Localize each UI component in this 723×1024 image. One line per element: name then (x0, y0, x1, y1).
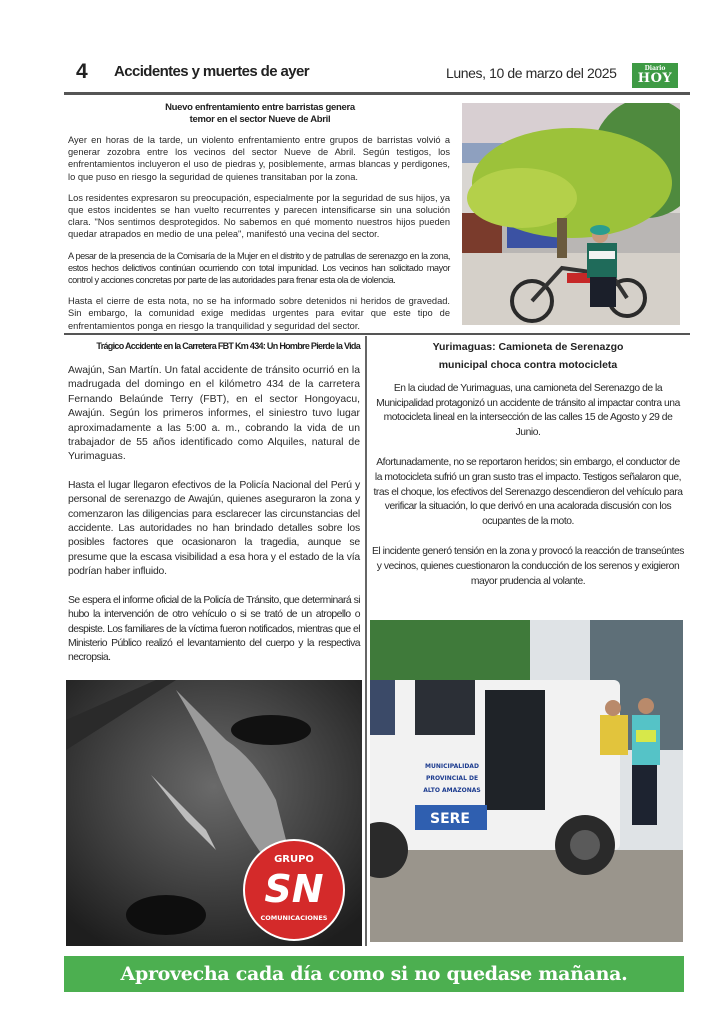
article3-paragraph: El incidente generó tensión en la zona y provocó la reacción de transeúntes y vecinos, quienes cuestionaron la conducción de los serenos y exigieron mayor prudencia al volante. (372, 546, 684, 587)
svg-text:SERE: SERE (430, 811, 470, 827)
svg-text:COMUNICACIONES: COMUNICACIONES (260, 914, 328, 922)
issue-date: Lunes, 10 de marzo del 2025 (446, 65, 617, 81)
article3-headline (372, 338, 684, 374)
article2-photo (66, 680, 362, 946)
article1-body (68, 134, 450, 341)
article3-headline-line1: Yurimaguas: Camioneta de Serenazgo (432, 341, 624, 353)
article3-paragraph: Afortunadamente, no se reportaron heridos; sin embargo, el conductor de la motocicleta sufrió un gran susto tras el impacto. Testigos señalaron que, tras el choque, los efectivos del Serenazgo descendieron del vehículo para verificar la situación, lo que derivó en una acalorada discusión con los ocupantes de la moto. (373, 457, 683, 527)
page-header (64, 58, 690, 92)
logo-small-text: Diario (644, 65, 666, 72)
motorcycle-photo-illustration (462, 103, 680, 325)
footer-banner: Aprovecha cada día como si no quedase mañana. (64, 956, 684, 992)
article2-paragraph: Hasta el lugar llegaron efectivos de la Policía Nacional del Perú y personal de serenazgo de Awajún, quienes aseguraron la zona y comenzaron las diligencias para esclarecer las circunstancias del accidente. Las autoridades no han brindado detalles sobre los posibles factores que ocasionaron la tragedia, aunque se presume que la escasa visibilidad a esa hora y el estado de la vía podrían haber influido. (68, 479, 360, 578)
article1-headline-line2: temor en el sector Nueve de Abril (189, 114, 331, 125)
article3-paragraph: En la ciudad de Yurimaguas, una camioneta del Serenazgo de la Municipalidad protagonizó un accidente de tránsito al impactar contra una motocicleta lineal en la intersección de las calles 15 de Agosto y 29 de Junio. (376, 383, 680, 438)
header-rule (64, 92, 690, 95)
article3-photo (370, 620, 683, 942)
article2-headline: Trágico Accidente en la Carretera FBT Km 434: Un Hombre Pierde la Vida (96, 341, 360, 351)
article1-paragraph: Los residentes expresaron su preocupación, especialmente por la seguridad de sus hijos, ya que estos incidentes se han vuelto recurrentes y parecen intensificarse sin una solución clara. "Nos sentimos desprotegidos. No sabemos en qué momento nuestros hijos pueden quedar atrapados en medio de una pelea", manifestó una vecina del sector. (68, 192, 450, 240)
page-number: 4 (76, 60, 88, 83)
svg-text:MUNICIPALIDAD: MUNICIPALIDAD (425, 763, 479, 770)
svg-text:GRUPO: GRUPO (274, 854, 314, 865)
article1-paragraph: A pesar de la presencia de la Comisaría de la Mujer en el distrito y de patrullas de serenazgo en la zona, estos hechos delictivos continúan ocurriendo con total impunidad. Los vecinos han solicitado mayor control y acciones concretas por parte de las autoridades para frenar esta ola de violencia. (68, 250, 450, 286)
article3-headline-line2: municipal choca contra motocicleta (438, 359, 618, 371)
section-rule (64, 333, 690, 335)
article1-photo (462, 103, 680, 325)
logo-big-text: HOY (637, 71, 673, 86)
diario-hoy-logo (632, 63, 678, 88)
svg-text:PROVINCIAL DE: PROVINCIAL DE (425, 775, 479, 782)
sn-watermark (244, 840, 344, 940)
truck-collision-illustration (370, 620, 683, 942)
article2-paragraph: Awajún, San Martín. Un fatal accidente de tránsito ocurrió en la madrugada del domingo en el kilómetro 434 de la carretera Fernando Belaúnde Terry (FBT), en el sector Hongoyacu, Awajún. Según los primeros informes, el siniestro tuvo lugar aproximadamente a las 5:00 a. m., cobrando la vida de un trabajador de 55 años identificado como Alquiles, natural de Yurimaguas. (68, 365, 360, 463)
column-divider (365, 336, 367, 946)
article1-headline (130, 102, 390, 126)
article3-body (372, 382, 684, 605)
article2-paragraph: Se espera el informe oficial de la Policía de Tránsito, que determinará si hubo la intervención de otro vehículo o si se trató de un atropello o despiste. Los familiares de la víctima fueron notificados, mientras que el Ministerio Público realizó el levantamiento del cuerpo y la respectiva necropsia. (68, 594, 360, 664)
section-title: Accidentes y muertes de ayer (114, 63, 309, 80)
accident-scene-illustration (66, 680, 362, 946)
svg-text:ALTO AMAZONAS: ALTO AMAZONAS (423, 787, 481, 794)
article1-headline-line1: Nuevo enfrentamiento entre barristas genera (165, 102, 355, 113)
svg-text:SN: SN (264, 867, 324, 911)
article1-paragraph: Hasta el cierre de esta nota, no se ha informado sobre detenidos ni heridos de gravedad. Sin embargo, la comunidad exige medidas urgentes para evitar que este tipo de enfrentamientos ponga en riesgo la tranquilidad y seguridad del sector. (68, 296, 450, 331)
article1-paragraph: Ayer en horas de la tarde, un violento enfrentamiento entre grupos de barristas volvió a generar zozobra entre los vecinos del sector Nueve de Abril. Según testigos, los enfrentamientos incluyeron el uso de piedras y, posiblemente, armas blancas y perdigones, lo que puso en riesgo la seguridad de quienes transitaban por la zona. (68, 135, 450, 182)
